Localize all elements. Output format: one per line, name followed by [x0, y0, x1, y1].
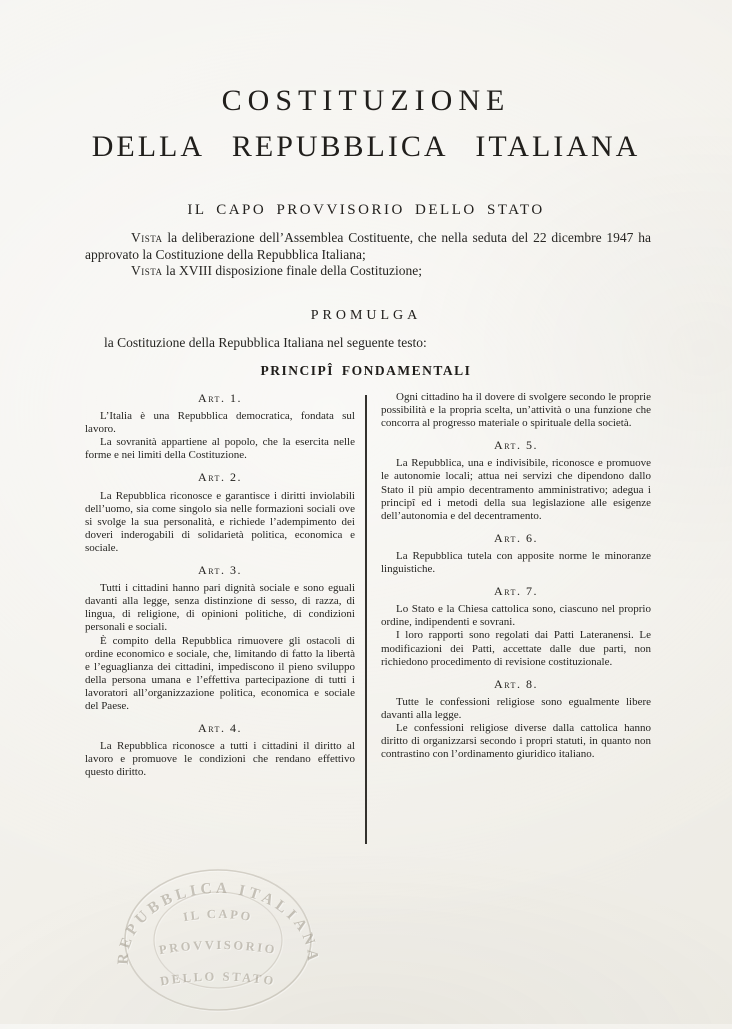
- article-7-paragraph: I loro rapporti sono regolati dai Patti Lateranensi. Le modificazioni dei Patti, accettate dalle due parti, non richiedono procedimento di revisione costituzionale.: [381, 629, 651, 668]
- article-8-paragraph: Tutte le confessioni religiose sono egualmente libere davanti alla legge.: [381, 695, 651, 721]
- article-2: [85, 471, 355, 555]
- document-title-line1: COSTITUZIONE: [221, 84, 511, 117]
- article-7-heading: Art. 7.: [494, 584, 538, 599]
- article-3-heading: Art. 3.: [198, 563, 242, 578]
- article-8-paragraph: Le confessioni religiose diverse dalla cattolica hanno diritto di organizzarsi secondo i propri statuti, in quanto non contrastino con l’ordinamento giuridico italiano.: [381, 721, 651, 761]
- article-2-paragraph: La Repubblica riconosce e garantisce i diritti inviolabili dell’uomo, sia come singolo sia nelle formazioni sociali ove si svolge la sua personalità, e richiede l’adempimento dei doveri inderogabili di solidarietà politica, economica e sociale.: [85, 489, 355, 554]
- article-2-heading: Art. 2.: [198, 470, 242, 485]
- article-1-paragraph: La sovranità appartiene al popolo, che la esercita nelle forme e nei limiti della Costituzione.: [85, 436, 355, 462]
- article-6: [381, 532, 651, 576]
- article-4-paragraph: Ogni cittadino ha il dovere di svolgere secondo le proprie possibilità e la propria scelta, un’attività o una funzione che concorra al progresso materiale o spirituale della società.: [381, 391, 651, 430]
- article-4: [85, 722, 355, 779]
- recital-2-text: la XVIII disposizione finale della Costituzione;: [162, 263, 422, 278]
- seal-graphic: [84, 848, 352, 1024]
- article-1-heading: Art. 1.: [198, 391, 242, 405]
- promulga-line: la Costituzione della Repubblica Italiana nel seguente testo:: [104, 335, 427, 350]
- article-6-paragraph: La Repubblica tutela con apposite norme le minoranze linguistiche.: [381, 549, 651, 576]
- seal-inner-line2: PROVVISORIO: [158, 937, 278, 958]
- articles-columns: [85, 391, 651, 779]
- seal-inner-line3: DELLO STATO: [159, 969, 277, 989]
- authority-heading: IL CAPO PROVVISORIO DELLO STATO: [187, 202, 545, 218]
- recital-2: [85, 263, 651, 280]
- article-1: [85, 392, 355, 462]
- article-8-heading: Art. 8.: [494, 676, 538, 691]
- article-3-paragraph: È compito della Repubblica rimuovere gli ostacoli di ordine economico e sociale, che, limitando di fatto la libertà e l’eguaglianza dei cittadini, impediscono il pieno sviluppo della persona umana e l’effettiva partecipazione di tutti i lavoratori all’organizzazione politica, economica e sociale del Paese.: [85, 634, 355, 712]
- article-5-paragraph: La Repubblica, una e indivisibile, riconosce e promuove le autonomie locali; attua nei servizi che dipendono dallo Stato il più ampio decentramento amministrativo; adegua i principî ed i metodi della sua legislazione alle esigenze dell’autonomia e del decentramento.: [381, 457, 651, 522]
- article-3-paragraph: Tutti i cittadini hanno pari dignità sociale e sono eguali davanti alla legge, senza distinzione di sesso, di razza, di lingua, di religione, di opinioni politiche, di condizioni personali e sociali.: [85, 582, 355, 634]
- article-4-continuation: [381, 391, 651, 430]
- right-column: [381, 391, 651, 779]
- promulga-heading: PROMULGA: [310, 308, 422, 323]
- seal-ring-text: REPUBBLICA ITALIANA: [114, 879, 322, 966]
- article-5-heading: Art. 5.: [494, 438, 538, 453]
- document-title-line2: DELLA REPUBBLICA ITALIANA: [91, 130, 641, 163]
- preamble: [85, 230, 651, 280]
- title-block: [0, 84, 732, 164]
- seal-inner-line1: IL CAPO: [182, 906, 254, 925]
- embossed-seal: [84, 848, 352, 1024]
- recital-1: [85, 230, 651, 263]
- article-7: [381, 585, 651, 669]
- article-6-heading: Art. 6.: [494, 530, 538, 545]
- article-4-heading: Art. 4.: [198, 721, 242, 736]
- article-8: [381, 678, 651, 762]
- recital-2-lead: Vista: [131, 263, 163, 278]
- article-4-paragraph: La Repubblica riconosce a tutti i cittadini il diritto al lavoro e promuove le condizioni che rendano effettivo questo diritto.: [85, 740, 355, 779]
- section-heading: PRINCIPÎ FONDAMENTALI: [260, 363, 472, 378]
- recital-1-lead: Vista: [131, 230, 163, 245]
- recital-1-text: la deliberazione dell’Assemblea Costituente, che nella seduta del 22 dicembre 1947 ha approvato la Costituzione della Repubblica Italiana;: [85, 230, 651, 262]
- article-1-paragraph: L’Italia è una Repubblica democratica, fondata sul lavoro.: [85, 410, 355, 436]
- article-5: [381, 439, 651, 523]
- article-7-paragraph: Lo Stato e la Chiesa cattolica sono, ciascuno nel proprio ordine, indipendenti e sovrani.: [381, 603, 651, 629]
- article-3: [85, 564, 355, 713]
- left-column: [85, 391, 355, 779]
